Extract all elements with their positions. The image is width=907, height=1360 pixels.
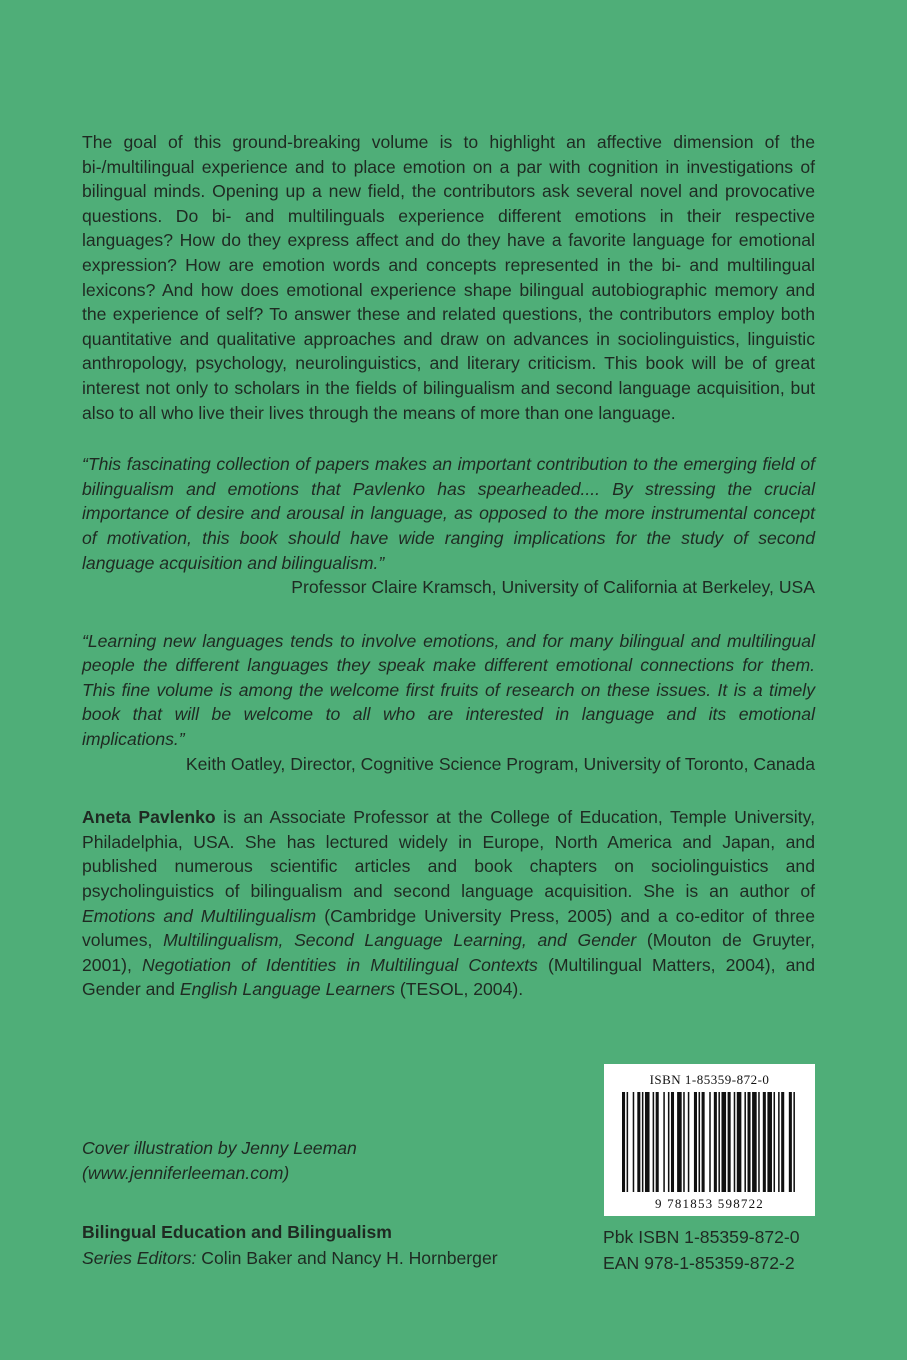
series-editors-names: Colin Baker and Nancy H. Hornberger bbox=[196, 1248, 498, 1269]
barcode-bar bbox=[793, 1092, 795, 1192]
bio-text: (TESOL, 2004). bbox=[395, 979, 524, 1000]
barcode-bar bbox=[663, 1092, 665, 1192]
barcode-bar bbox=[653, 1092, 655, 1192]
review-attribution-2: Keith Oatley, Director, Cognitive Science Program, University of Toronto, Canada bbox=[185, 753, 815, 774]
barcode-bar bbox=[668, 1092, 670, 1192]
credits-block bbox=[82, 1136, 582, 1271]
barcode-bar bbox=[767, 1092, 772, 1192]
barcode-isbn-label: ISBN 1-85359-872-0 bbox=[649, 1072, 770, 1087]
book-title: Multilingualism, Second Language Learning, and Gender bbox=[163, 930, 637, 951]
bio-text: (Cambridge University Press, 2005) and a co-editor of three volumes, bbox=[82, 905, 815, 951]
barcode-bar bbox=[789, 1092, 792, 1192]
barcode-bar bbox=[763, 1092, 766, 1192]
barcode-bar bbox=[677, 1092, 682, 1192]
series-editors bbox=[82, 1245, 582, 1271]
barcode-bar bbox=[627, 1092, 629, 1192]
book-title: Negotiation of Identities in Multilingual Contexts bbox=[142, 954, 538, 975]
book-description: The goal of this ground-breaking volume is to highlight an affective dimension of the bi-/multilingual experience and to place emotion on a par with cognition in investigations of bilingual minds. Opening up a new field, the contributors ask several novel and provocative questions. Do bi- and multilinguals experience different emotions in their respective languages? How do they express affect and do they have a favorite language for emotional expression? How are emotion words and concepts represented in the bi- and multilingual lexicons? And how does emotional experience shape bilingual autobiographic memory and the experience of self? To answer these and related questions, the contributors employ both quantitative and qualitative approaches and draw on advances in sociolinguistics, linguistic anthropology, psychology, neurolinguistics, and literary criticism. This book will be of great interest not only to scholars in the fields of bilingualism and second language acquisition, but also to all who live their lives through the means of more than one language. bbox=[82, 132, 815, 423]
bio-text: (Multilingual Matters, 2004), and Gender and bbox=[82, 954, 815, 1000]
barcode-ean-digits: 9 781853 598722 bbox=[655, 1196, 764, 1211]
barcode-bar bbox=[781, 1092, 784, 1192]
barcode-bar bbox=[752, 1092, 757, 1192]
series-editors-label: Series Editors: bbox=[82, 1248, 197, 1269]
cover-credit-url: (www.jenniferleeman.com) bbox=[82, 1162, 290, 1183]
pbk-isbn: Pbk ISBN 1-85359-872-0 bbox=[603, 1227, 800, 1247]
author-bio bbox=[82, 805, 815, 1002]
book-title: English Language Learners bbox=[179, 979, 396, 1000]
series-title: Bilingual Education and Bilingualism bbox=[82, 1222, 392, 1243]
barcode-bar bbox=[714, 1092, 717, 1192]
barcode-bar bbox=[748, 1092, 751, 1192]
ean-number: EAN 978-1-85359-872-2 bbox=[603, 1253, 795, 1273]
barcode bbox=[604, 1064, 815, 1216]
isbn-info bbox=[603, 1224, 823, 1276]
book-title: Emotions and Multilingualism bbox=[82, 905, 317, 926]
barcode-bar bbox=[728, 1092, 731, 1192]
review-quote-1: “This fascinating collection of papers makes an important contribution to the emerging field of bilingualism and emotions that Pavlenko has spearheaded.... By stressing the crucial importance of desire and arousal in language, as opposed to the more instrumental concept of motivation, this book should have wide ranging implications for the study of second language acquisition and bilingualism.” bbox=[82, 454, 815, 573]
bio-text: is an Associate Professor at the College of Education, Temple University, Philadelphia, USA. She has lectured widely in Europe, North America and Japan, and published numerous scientific articles and book chapters on sociolinguistics and psycholinguistics of bilingualism and second language acquisition. She is an author of bbox=[82, 807, 815, 902]
barcode-bars bbox=[622, 1092, 798, 1192]
barcode-bar bbox=[734, 1092, 736, 1192]
barcode-bar bbox=[718, 1092, 720, 1192]
author-name: Aneta Pavlenko bbox=[82, 807, 216, 828]
barcode-bar bbox=[683, 1092, 685, 1192]
barcode-bar bbox=[774, 1092, 776, 1192]
barcode-bar bbox=[758, 1092, 760, 1192]
back-cover-content bbox=[82, 130, 815, 1002]
barcode-bar bbox=[645, 1092, 650, 1192]
barcode-bar bbox=[721, 1092, 726, 1192]
barcode-bar bbox=[688, 1092, 690, 1192]
barcode-bar bbox=[642, 1092, 644, 1192]
barcode-bar bbox=[744, 1092, 746, 1192]
bio-text: (Mouton de Gruyter, 2001), bbox=[82, 930, 815, 975]
barcode-bar bbox=[637, 1092, 640, 1192]
barcode-bar bbox=[671, 1092, 674, 1192]
review-attribution-1: Professor Claire Kramsch, University of California at Berkeley, USA bbox=[291, 577, 815, 598]
barcode-bar bbox=[622, 1092, 625, 1192]
barcode-bar bbox=[699, 1092, 701, 1192]
cover-credit: Cover illustration by Jenny Leeman bbox=[82, 1138, 357, 1158]
barcode-bar bbox=[656, 1092, 659, 1192]
barcode-bar bbox=[737, 1092, 742, 1192]
barcode-bar bbox=[633, 1092, 635, 1192]
review-quote-2: “Learning new languages tends to involve emotions, and for many bilingual and multilingual people the different languages they speak make different emotional connections for them. This fine volume is among the welcome first fruits of research on these issues. It is a timely book that will be welcome to all who are interested in language and its emotional implications.” bbox=[82, 630, 815, 750]
barcode-bar bbox=[694, 1092, 697, 1192]
barcode-bar bbox=[702, 1092, 705, 1192]
barcode-bar bbox=[709, 1092, 711, 1192]
barcode-bar bbox=[778, 1092, 780, 1192]
